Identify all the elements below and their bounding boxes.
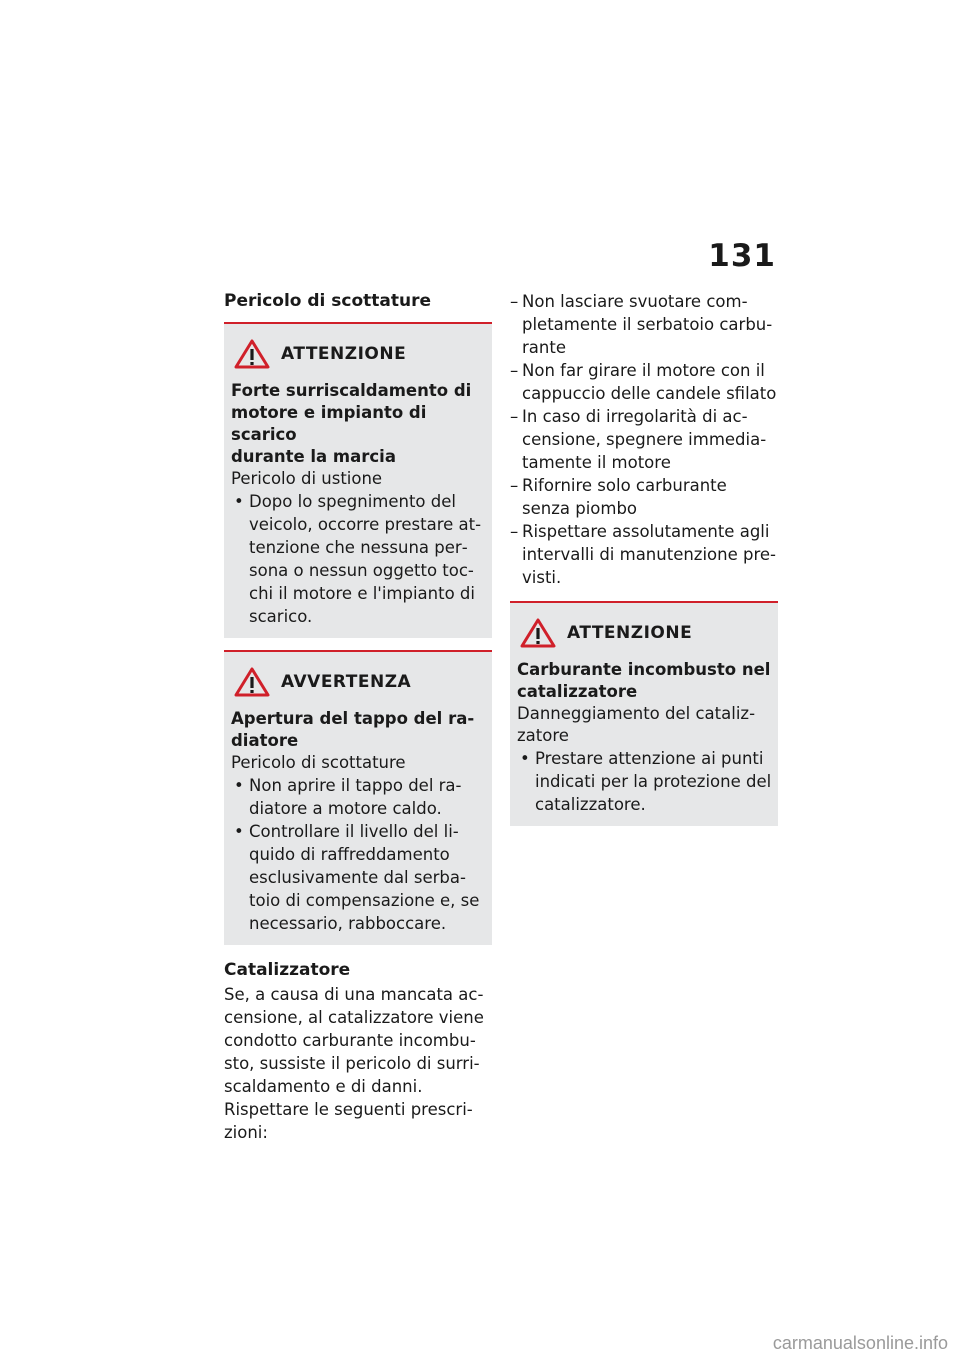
- warning-title: ATTENZIONE: [567, 623, 693, 643]
- list-item: • Controllare il livello del liquido di raffreddamento esclusivamente dal serbatoio di compensazione e, se necessario, rabboccare.: [231, 820, 486, 935]
- warning-title-row: [231, 338, 486, 370]
- warning-headline: Apertura del tappo del ra- diatore: [231, 709, 475, 750]
- warning-bullets: [517, 747, 772, 816]
- warning-headline: Carburante incombusto nel catalizzatore: [517, 660, 771, 701]
- warning-triangle-icon: [233, 338, 271, 370]
- warning-box-attenzione-catalyst: [510, 601, 778, 826]
- list-item: • Dopo lo spegnimento del veicolo, occorre prestare attenzione che nessuna persona o nessun oggetto tocchi il motore e l'impianto di scarico.: [231, 490, 486, 628]
- warning-box-attenzione: [224, 322, 492, 638]
- catalyst-instructions: Rispettare le seguenti prescrizioni:: [224, 1100, 473, 1142]
- warning-box-avvertenza: [224, 650, 492, 945]
- warning-title: AVVERTENZA: [281, 672, 412, 692]
- list-item: – Rifornire solo carburante senza piombo: [510, 474, 778, 520]
- warning-subtitle: Danneggiamento del catalizzatore: [517, 704, 756, 745]
- section-heading-catalyst: Catalizzatore: [224, 960, 351, 980]
- list-item: • Non aprire il tappo del radiatore a motore caldo.: [231, 774, 486, 820]
- page-number: 131: [708, 238, 776, 274]
- prescription-list: [510, 290, 778, 589]
- list-item: – Non far girare il motore con il cappuccio delle candele sfilato: [510, 359, 778, 405]
- right-column: [510, 290, 778, 838]
- warning-title-row: [517, 617, 772, 649]
- warning-title-row: [231, 666, 486, 698]
- warning-title: ATTENZIONE: [281, 344, 407, 364]
- list-item: – Non lasciare svuotare completamente il serbatoio carburante: [510, 290, 778, 359]
- warning-triangle-icon: [519, 617, 557, 649]
- watermark: carmanualsonline.info: [772, 1333, 948, 1353]
- left-column: [224, 290, 492, 1144]
- warning-bullets: [231, 774, 486, 935]
- warning-headline: Forte surriscaldamento di motore e impianto di scarico durante la marcia: [231, 381, 472, 466]
- warning-triangle-icon: [233, 666, 271, 698]
- warning-subtitle: Pericolo di ustione: [231, 469, 383, 488]
- list-item: – Rispettare assolutamente agli intervalli di manutenzione previsti.: [510, 520, 778, 589]
- section-heading-burns: Pericolo di scottature: [224, 291, 432, 311]
- warning-bullets: [231, 490, 486, 628]
- catalyst-paragraph: Se, a causa di una mancata accensione, al catalizzatore viene condotto carburante incombusto, sussiste il pericolo di surriscaldamento e di danni.: [224, 985, 484, 1096]
- list-item: • Prestare attenzione ai punti indicati per la protezione del catalizzatore.: [517, 747, 772, 816]
- list-item: – In caso di irregolarità di accensione, spegnere immediatamente il motore: [510, 405, 778, 474]
- warning-subtitle: Pericolo di scottature: [231, 753, 406, 772]
